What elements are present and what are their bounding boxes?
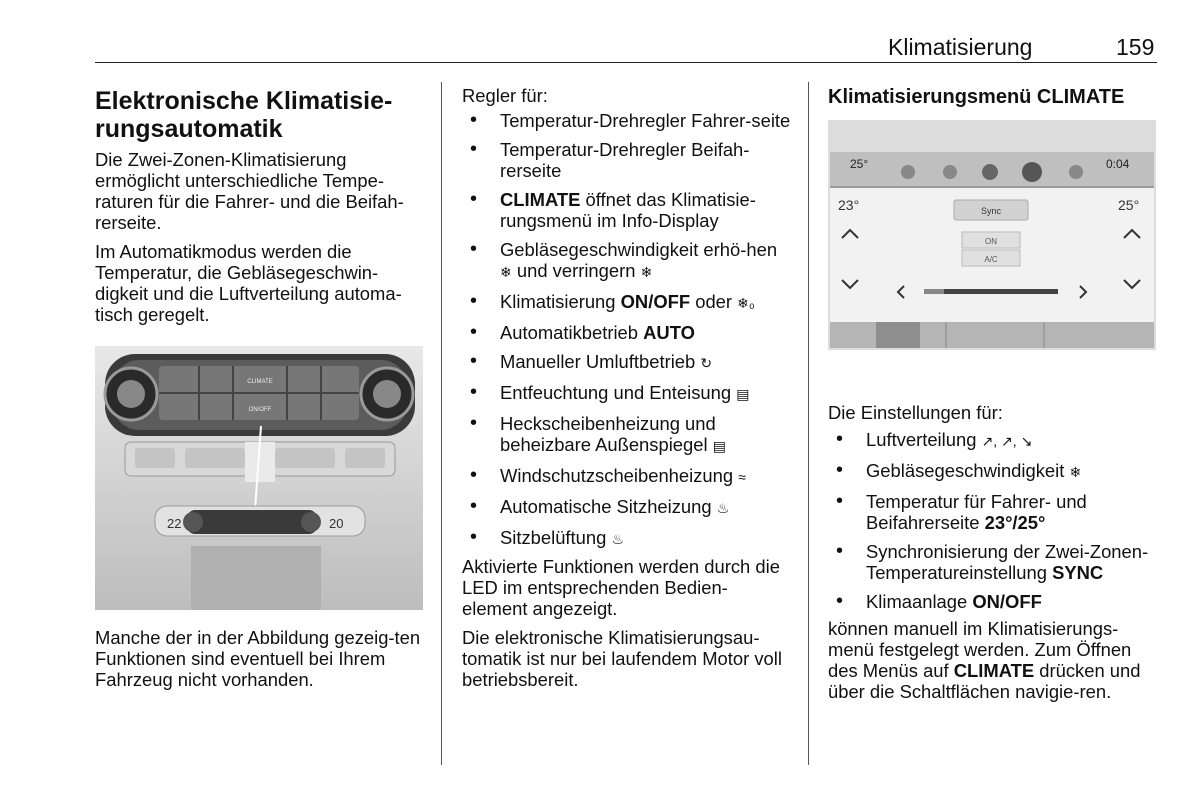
- recirculation-icon: ↻: [700, 355, 713, 371]
- photo-temp-right: 20: [329, 516, 344, 531]
- onoff-button-label: ON/OFF: [248, 407, 272, 413]
- column-divider-right: [808, 82, 809, 765]
- photo-caption: Manche der in der Abbildung gezeig-ten Funktionen sind eventuell bei Ihrem Fahrzeug nicht vorhanden.: [95, 627, 421, 690]
- screen-right-temp: 25°: [1118, 197, 1140, 213]
- screen-left-temp: 23°: [838, 197, 860, 213]
- column-divider-left: [441, 82, 442, 765]
- engine-paragraph: Die elektronische Klimatisierungsau-tomatik ist nur bei laufendem Motor voll betriebsbereit.: [462, 627, 782, 690]
- screen-on-button: ON: [985, 237, 997, 246]
- list-item: • Luftverteilung ↗, ↗, ↘: [828, 429, 1158, 452]
- running-header-title: Klimatisierung: [888, 34, 1033, 60]
- list-item: • Windschutzscheibenheizung ≈: [462, 465, 792, 488]
- column-3-text: [828, 402, 1158, 710]
- photo-temp-left: 22: [167, 516, 182, 531]
- air-distribution-icon: ↗, ↗, ↘: [981, 433, 1033, 449]
- list-item: • CLIMATE öffnet das Klimatisie-rungsmenü im Info-Display: [462, 189, 792, 231]
- list-item: • Manueller Umluftbetrieb ↻: [462, 351, 792, 374]
- controls-intro: Regler für:: [462, 85, 548, 106]
- climate-control-panel-photo: [95, 346, 423, 610]
- settings-intro: Die Einstellungen für:: [828, 402, 1003, 423]
- page-number: 159: [1116, 34, 1155, 60]
- controls-list: [462, 110, 792, 550]
- list-item: • Automatikbetrieb AUTO: [462, 322, 792, 343]
- screen-outside-temp: 25°: [850, 157, 869, 171]
- seat-ventilation-icon: ♨: [611, 531, 625, 547]
- list-item: • Temperatur-Drehregler Beifah-rerseite: [462, 139, 792, 181]
- fan-down-icon: ❄: [640, 264, 653, 280]
- fan-off-icon: ❄₀: [737, 295, 755, 311]
- list-item: • Entfeuchtung und Enteisung ▤: [462, 382, 792, 405]
- list-item: • Temperatur für Fahrer- und Beifahrerseite 23°/25°: [828, 491, 1158, 533]
- photo-caption-block: [95, 627, 425, 698]
- list-item: • Synchronisierung der Zwei-Zonen-Temperatureinstellung SYNC: [828, 541, 1158, 583]
- settings-list: [828, 429, 1158, 612]
- rear-window-heating-icon: ▤: [712, 438, 726, 454]
- section-heading: Elektronische Klimatisie- rungsautomatik: [95, 87, 393, 143]
- header-rule: [95, 62, 1157, 63]
- auto-mode-paragraph: Im Automatikmodus werden die Temperatur, die Gebläsegeschwin-digkeit und die Luftverteilung automa-tisch geregelt.: [95, 241, 402, 325]
- climate-menu-screenshot: [828, 120, 1156, 350]
- list-item: • Automatische Sitzheizung ♨: [462, 496, 792, 519]
- climate-button-label: CLIMATE: [247, 379, 273, 385]
- max-defrost-icon: ▤: [736, 386, 750, 402]
- fan-up-icon: ❄: [500, 264, 512, 280]
- seat-heating-icon: ♨: [716, 500, 730, 516]
- fan-icon: ❄: [1069, 464, 1082, 480]
- list-item: • Heckscheibenheizung und beheizbare Außenspiegel ▤: [462, 413, 792, 457]
- column-2: [462, 85, 792, 698]
- column-1: [95, 87, 430, 333]
- intro-paragraph: Die Zwei-Zonen-Klimatisierung ermöglicht unterschiedliche Tempe-raturen für die Fahrer- und die Beifah-rerseite.: [95, 149, 404, 233]
- screen-time: 0:04: [1106, 157, 1130, 171]
- list-item: • Klimaanlage ON/OFF: [828, 591, 1158, 612]
- column-3-heading-block: [828, 85, 1158, 109]
- led-paragraph: Aktivierte Funktionen werden durch die LED im entsprechenden Bedien-element angezeigt.: [462, 556, 780, 619]
- list-item: • Temperatur-Drehregler Fahrer-seite: [462, 110, 792, 131]
- menu-paragraph: können manuell im Klimatisierungs-menü festgelegt werden. Zum Öffnen des Menüs auf CLIMATE drücken und über die Schaltflächen navigie-ren.: [828, 618, 1141, 702]
- screen-sync-button: Sync: [980, 206, 1002, 216]
- list-item: • Gebläsegeschwindigkeit ❄: [828, 460, 1158, 483]
- windshield-heating-icon: ≈: [738, 469, 746, 485]
- screen-ac-button: A/C: [984, 255, 998, 264]
- list-item: • Klimatisierung ON/OFF oder ❄₀: [462, 291, 792, 314]
- list-item: • Sitzbelüftung ♨: [462, 527, 792, 550]
- climate-menu-heading: Klimatisierungsmenü CLIMATE: [828, 86, 1125, 108]
- list-item: • Gebläsegeschwindigkeit erhö-hen ❄ und verringern ❄: [462, 239, 792, 283]
